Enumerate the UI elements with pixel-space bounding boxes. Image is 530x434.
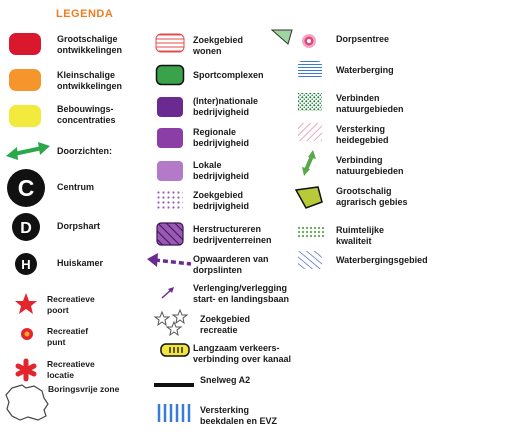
dorpshart-d-icon: [11, 212, 41, 247]
legend-label-opwaarderen: Opwaarderen van dorpslinten: [193, 254, 269, 275]
waterberging-swatch: [297, 60, 323, 85]
dot-icon: [19, 326, 35, 347]
legend-label-verbinden-natuur: Verbinden natuurgebieden: [336, 93, 404, 114]
centrum-c-icon: [6, 168, 46, 213]
highway-line-icon: [154, 376, 194, 394]
legend-label-waterbergingsgebied: Waterbergingsgebied: [336, 255, 428, 265]
huiskamer-h-icon: [14, 252, 38, 281]
legend-label-boringsvrije-zone: Boringsvrije zone: [48, 384, 120, 394]
legend-label-dorpshart: Dorpshart: [57, 221, 101, 231]
svg-text:H: H: [21, 257, 31, 272]
herstructureren-swatch: [156, 222, 184, 251]
bebouwing-swatch: [8, 104, 42, 133]
dorpsentree-icon: [300, 32, 318, 55]
legend-label-zoekgebied-recreatie: Zoekgebied recreatie: [200, 314, 251, 335]
legend-label-recreatieve-locatie: Recreatieve locatie: [47, 359, 95, 380]
legend-label-verlenging: Verlenging/verlegging start- en landingsbaan: [193, 283, 290, 304]
star-icon: [14, 292, 38, 321]
verbinden-natuur-swatch: [297, 92, 323, 117]
legend-label-grootschalige: Grootschalige ontwikkelingen: [57, 34, 123, 55]
sport-swatch: [155, 64, 185, 91]
partial-green-shape: [270, 30, 292, 51]
legend-label-centrum: Centrum: [57, 182, 95, 192]
legend-label-agrarisch: Grootschalig agrarisch gebies: [336, 186, 408, 207]
ruimtelijke-swatch: [297, 226, 325, 245]
legend-label-waterberging: Waterberging: [336, 65, 394, 75]
legend-label-herstructureren: Herstructureren bedrijventerreinen: [193, 224, 272, 245]
waterbergingsgebied-swatch: [297, 250, 323, 275]
small-arrow-icon: [160, 286, 176, 305]
legend-label-langzaam: Langzaam verkeers- verbinding over kanaal: [193, 343, 292, 364]
legend-label-huiskamer: Huiskamer: [57, 258, 104, 268]
svg-text:C: C: [17, 175, 35, 201]
legend-label-sportcomplexen: Sportcomplexen: [193, 70, 264, 80]
green-double-arrow-icon: [300, 150, 318, 181]
grootschalige-swatch: [8, 32, 42, 61]
legend-label-internationale: (Inter)nationale bedrijvigheid: [193, 96, 259, 117]
double-arrow-icon: [6, 141, 50, 166]
zoekgebied-wonen-swatch: [155, 33, 185, 58]
legend-label-doorzichten: Doorzichten:: [57, 146, 112, 156]
legend-label-bebouwing: Bebouwings- concentraties: [57, 104, 116, 125]
lokale-swatch: [156, 160, 184, 187]
zoekgebied-bedrijvigheid-swatch: [156, 190, 184, 217]
boringsvrije-outline-icon: [4, 382, 50, 427]
legend-label-snelweg: Snelweg A2: [200, 375, 251, 385]
regionale-swatch: [156, 127, 184, 154]
internationale-swatch: [156, 96, 184, 123]
legend-label-recreatief-punt: Recreatief punt: [47, 326, 89, 347]
heide-swatch: [297, 122, 323, 147]
legend-label-zoekgebied-wonen: Zoekgebied wonen: [193, 35, 244, 56]
legend-title: LEGENDA: [56, 8, 114, 20]
agrarisch-swatch: [294, 186, 324, 215]
legend-label-beekdalen: Versterking beekdalen en EVZ: [200, 405, 278, 426]
stars-outline-icon: [152, 308, 192, 343]
blue-bars-icon: [156, 402, 192, 429]
legend-label-kleinschalige: Kleinschalige ontwikkelingen: [57, 70, 123, 91]
legend-label-verbinding-natuur: Verbinding natuurgebieden: [336, 155, 404, 176]
svg-text:D: D: [20, 220, 32, 237]
kleinschalige-swatch: [8, 68, 42, 97]
bridge-icon: [160, 343, 190, 362]
legend-label-lokale: Lokale bedrijvigheid: [193, 160, 250, 181]
legend-label-dorpsentree: Dorpsentree: [336, 34, 390, 44]
legend-label-zoekgebied-bedrijvigheid: Zoekgebied bedrijvigheid: [193, 190, 250, 211]
legend-label-ruimtelijke: Ruimtelijke kwaliteit: [336, 225, 385, 246]
legend-label-heidegebied: Versterking heidegebied: [336, 124, 389, 145]
legend-label-regionale: Regionale bedrijvigheid: [193, 127, 250, 148]
legend-label-recreatieve-poort: Recreatieve poort: [47, 294, 95, 315]
dashed-arrow-icon: [147, 252, 193, 277]
